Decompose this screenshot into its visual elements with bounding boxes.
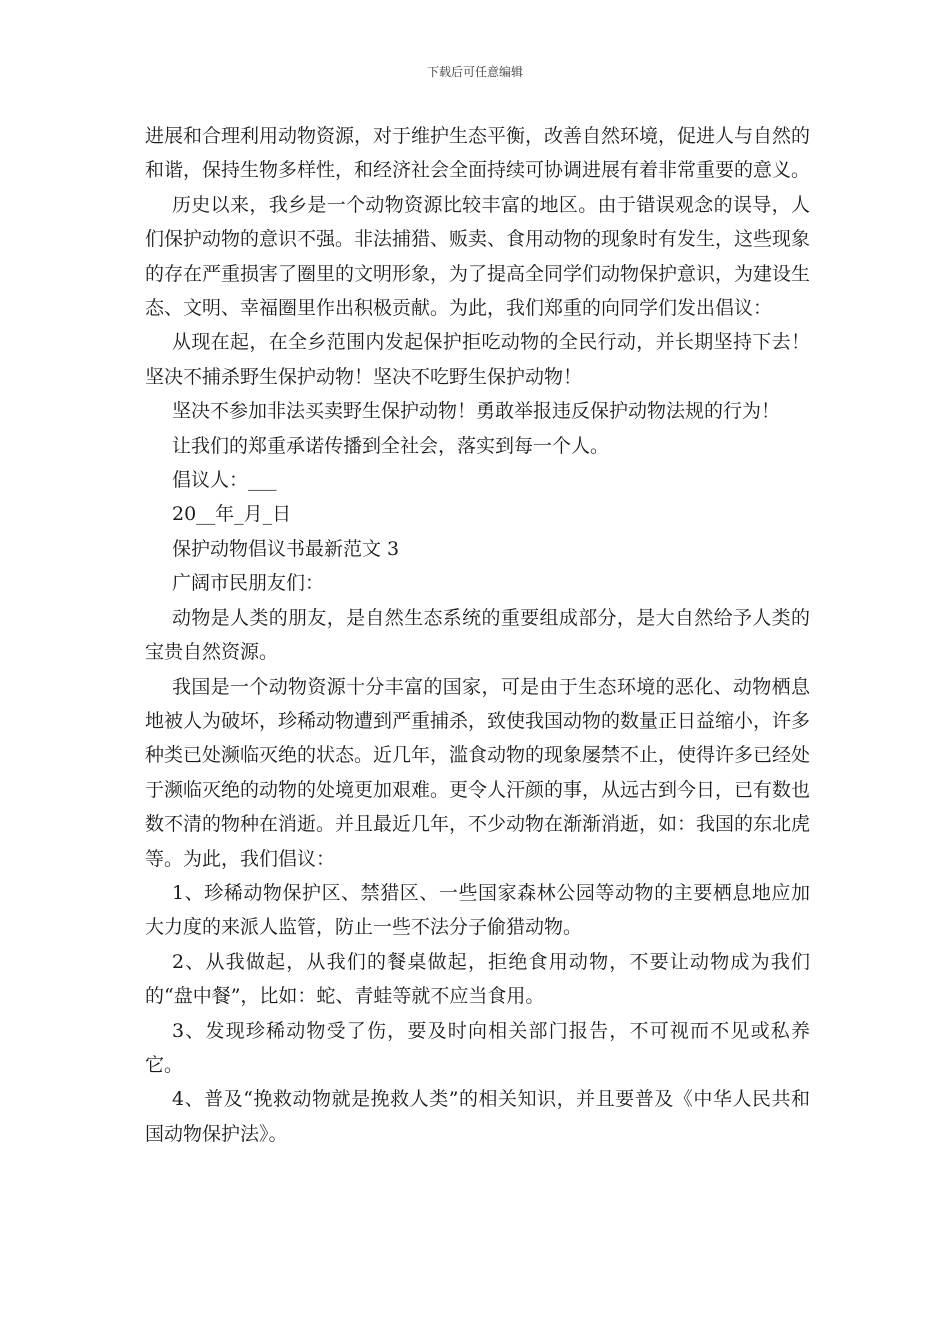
proposal-item-2: 2、从我做起，从我们的餐桌做起，拒绝食用动物，不要让动物成为我们的“盘中餐”，比如：蛇、青蛙等就不应当食用。 [145, 950, 810, 1008]
proposal-item-4: 4、普及“挽救动物就是挽救人类”的相关知识，并且要普及《中华人民共和国动物保护法》。 [145, 1088, 810, 1145]
page-header: 下载后可任意编辑 [426, 65, 523, 79]
paragraph-10: 动物是人类的朋友，是自然生态系统的重要组成部分，是大自然给予人类的宝贵自然资源。 [145, 606, 810, 664]
date-line: 20__年_月_日 [172, 503, 292, 526]
paragraph-3: 从现在起，在全乡范围内发起保护拒吃动物的全民行动，并长期坚持下去！坚决不捕杀野生保护动物！坚决不吃野生保护动物！ [145, 331, 810, 388]
document-body [145, 119, 810, 1151]
paragraph-5: 让我们的郑重承诺传播到全社会，落实到每一个人。 [172, 434, 610, 457]
section-title: 保护动物倡议书最新范文 3 [172, 537, 400, 560]
paragraph-2: 历史以来，我乡是一个动物资源比较丰富的地区。由于错误观念的误导，人们保护动物的意识不强。非法捕猎、贩卖、食用动物的现象时有发生，这些现象的存在严重损害了圈里的文明形象，为了提高全同学们动物保护意识，为建设生态、文明、幸福圈里作出积极贡献。为此，我们郑重的向同学们发出倡议： [145, 193, 811, 320]
salutation: 广阔市民朋友们： [172, 572, 325, 595]
paragraph-1: 进展和合理利用动物资源，对于维护生态平衡，改善自然环境，促进人与自然的和谐，保持生物多样性，和经济社会全面持续可协调进展有着非常重要的意义。 [145, 125, 811, 182]
initiator-line: 倡议人：___ [172, 469, 277, 492]
paragraph-4: 坚决不参加非法买卖野生保护动物！勇敢举报违反保护动物法规的行为！ [172, 400, 781, 423]
paragraph-11: 我国是一个动物资源十分丰富的国家，可是由于生态环境的恶化、动物栖息地被人为破坏，珍稀动物遭到严重捕杀，致使我国动物的数量正日益缩小，许多种类已处濒临灭绝的状态。近几年，滥食动物的现象屡禁不止，使得许多已经处于濒临灭绝的动物的处境更加艰难。更令人汗颜的事，从远古到今日，已有数也数不清的物种在消逝。并且最近几年，不少动物在渐渐消逝，如：我国的东北虎等。为此，我们倡议： [145, 675, 811, 870]
proposal-item-1: 1、珍稀动物保护区、禁猎区、一些国家森林公园等动物的主要栖息地应加大力度的来派人监管，防止一些不法分子偷猎动物。 [145, 881, 810, 939]
proposal-item-3: 3、发现珍稀动物受了伤，要及时向相关部门报告，不可视而不见或私养它。 [145, 1019, 810, 1076]
